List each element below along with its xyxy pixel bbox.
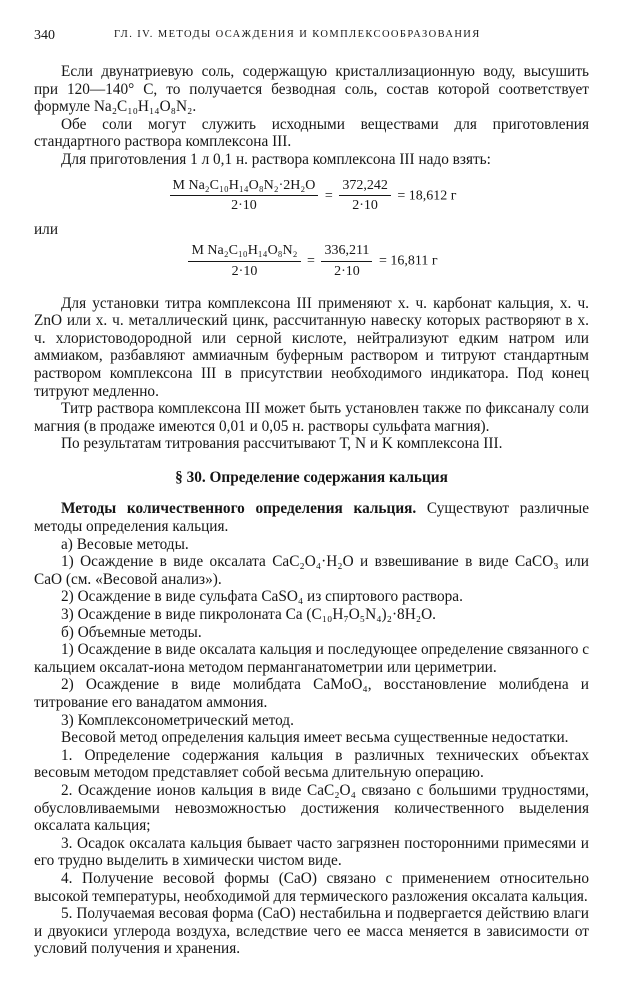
paragraph-titer-magnesium: Титр раствора комплексона III может быть установлен также по фиксаналу соли магния (в продаже имеются 0,01 и 0,05 н. растворы сульфата магния).	[34, 400, 589, 435]
paragraph-anhydrous-salt: Если двунатриевую соль, содержащую кристаллизационную воду, высушить при 120—140° С, то получается безводная соль, состав которой соответствует формуле Na₂C₁₀H₁₄O₈N₂.	[34, 63, 589, 116]
formula1-result: = 18,612 г	[397, 187, 457, 203]
drawback-5: 5. Получаемая весовая форма (CaO) нестабильна и подвергается действию влаги и двуокиси углерода воздуха, вследствие чего ее масса меняется в зависимости от условий получения и хранения.	[34, 905, 589, 958]
formula2-value-numerator: 336,211	[321, 242, 372, 262]
formula1-fraction	[170, 177, 319, 215]
item-volume-2: 2) Осаждение в виде молибдата CaMoO₄, восстановление молибдена и титрование его ванадатом аммония.	[34, 676, 589, 711]
formula1-value-numerator: 372,242	[339, 177, 391, 197]
or-word: или	[34, 220, 59, 238]
section-heading: § 30. Определение содержания кальция	[175, 468, 448, 486]
page-header	[34, 28, 590, 46]
paragraph-methods	[34, 500, 589, 535]
formula1-value-fraction	[339, 177, 391, 215]
formula2-result: = 16,811 г	[378, 253, 438, 269]
drawback-3: 3. Осадок оксалата кальция бывает часто загрязнен посторонними примесями и его трудно выделить в химически чистом виде.	[34, 834, 589, 870]
formula2-denominator: 2·10	[231, 263, 258, 279]
formula2-value-denominator: 2·10	[334, 263, 360, 279]
formula-anhydrous	[34, 242, 589, 280]
formula2-numerator: M Na₂C₁₀H₁₄O₈N₂	[188, 242, 300, 262]
item-weight-3: 3) Осаждение в виде пикролоната Ca (C₁₀H₇O₅N₄)₂·8H₂O.	[61, 606, 436, 624]
formula1-equals: =	[324, 187, 333, 203]
formula1-numerator: M Na₂C₁₀H₁₄O₈N₂·2H₂O	[170, 177, 319, 197]
running-title: ГЛ. IV. МЕТОДЫ ОСАЖДЕНИЯ И КОМПЛЕКСООБРАЗОВАНИЯ	[114, 29, 481, 40]
formula2-fraction	[188, 242, 300, 280]
methods-lead: Методы количественного определения кальция.	[61, 500, 417, 518]
item-volume-1: 1) Осаждение в виде оксалата кальция и последующее определение связанного с кальцием оксалат-иона методом перманганатометрии или цериметрии.	[34, 641, 589, 676]
paragraph-weight-drawbacks: Весовой метод определения кальция имеет весьма существенные недостатки.	[61, 729, 569, 747]
formula1-value-denominator: 2·10	[352, 198, 378, 214]
drawback-2: 2. Осаждение ионов кальция в виде CaC₂O₄ связано с большими трудностями, обусловливаемыми невозможностью достижения количественного выделения оксалата кальция;	[34, 781, 589, 835]
drawback-4: 4. Получение весовой формы (CaO) связано с применением относительно высокой температуры, необходимой для термического разложения оксалата кальция.	[34, 869, 589, 905]
page-number: 340	[34, 28, 55, 43]
item-volume-3: 3) Комплексонометрический метод.	[61, 711, 294, 729]
drawback-1: 1. Определение содержания кальция в различных технических объектах весовым методом представляет собой весьма длительную операцию.	[34, 746, 589, 782]
item-weight-methods: а) Весовые методы.	[61, 535, 189, 553]
formula1-denominator: 2·10	[231, 198, 257, 214]
item-volume-methods: б) Объемные методы.	[61, 623, 202, 641]
paragraph-both-salts: Обе соли могут служить исходными веществами для приготовления стандартного раствора комплексона III.	[34, 115, 589, 151]
item-weight-2: 2) Осаждение в виде сульфата CaSO₄ из спиртового раствора.	[61, 588, 463, 606]
item-weight-1: 1) Осаждение в виде оксалата CaC₂O₄·H₂O и взвешивание в виде CaCO₃ или CaO (см. «Весовой анализ»).	[34, 553, 589, 588]
methods-text: Существуют различные методы определения кальция.	[34, 500, 589, 536]
page-body	[34, 63, 589, 958]
formula2-equals: =	[307, 253, 315, 269]
formula-hydrate	[34, 177, 589, 215]
paragraph-preparation: Для приготовления 1 л 0,1 н. раствора комплексона III надо взять:	[61, 150, 491, 168]
paragraph-titer-setup: Для установки титра комплексона III применяют х. ч. карбонат кальция, х. ч. ZnO или х. ч. металлический цинк, рассчитанную навеску которых растворяют в х. ч. хлористоводородной или серной кислоте, нейтрализуют едким натром или аммиаком, разбавляют аммиачным буферным раствором и титруют стандартным раствором комплексона III в присутствии необходимого индикатора. Под конец титруют медленно.	[34, 294, 589, 400]
formula2-value-fraction	[321, 242, 372, 280]
paragraph-results: По результатам титрования рассчитывают Т, N и K комплексона III.	[61, 435, 503, 453]
